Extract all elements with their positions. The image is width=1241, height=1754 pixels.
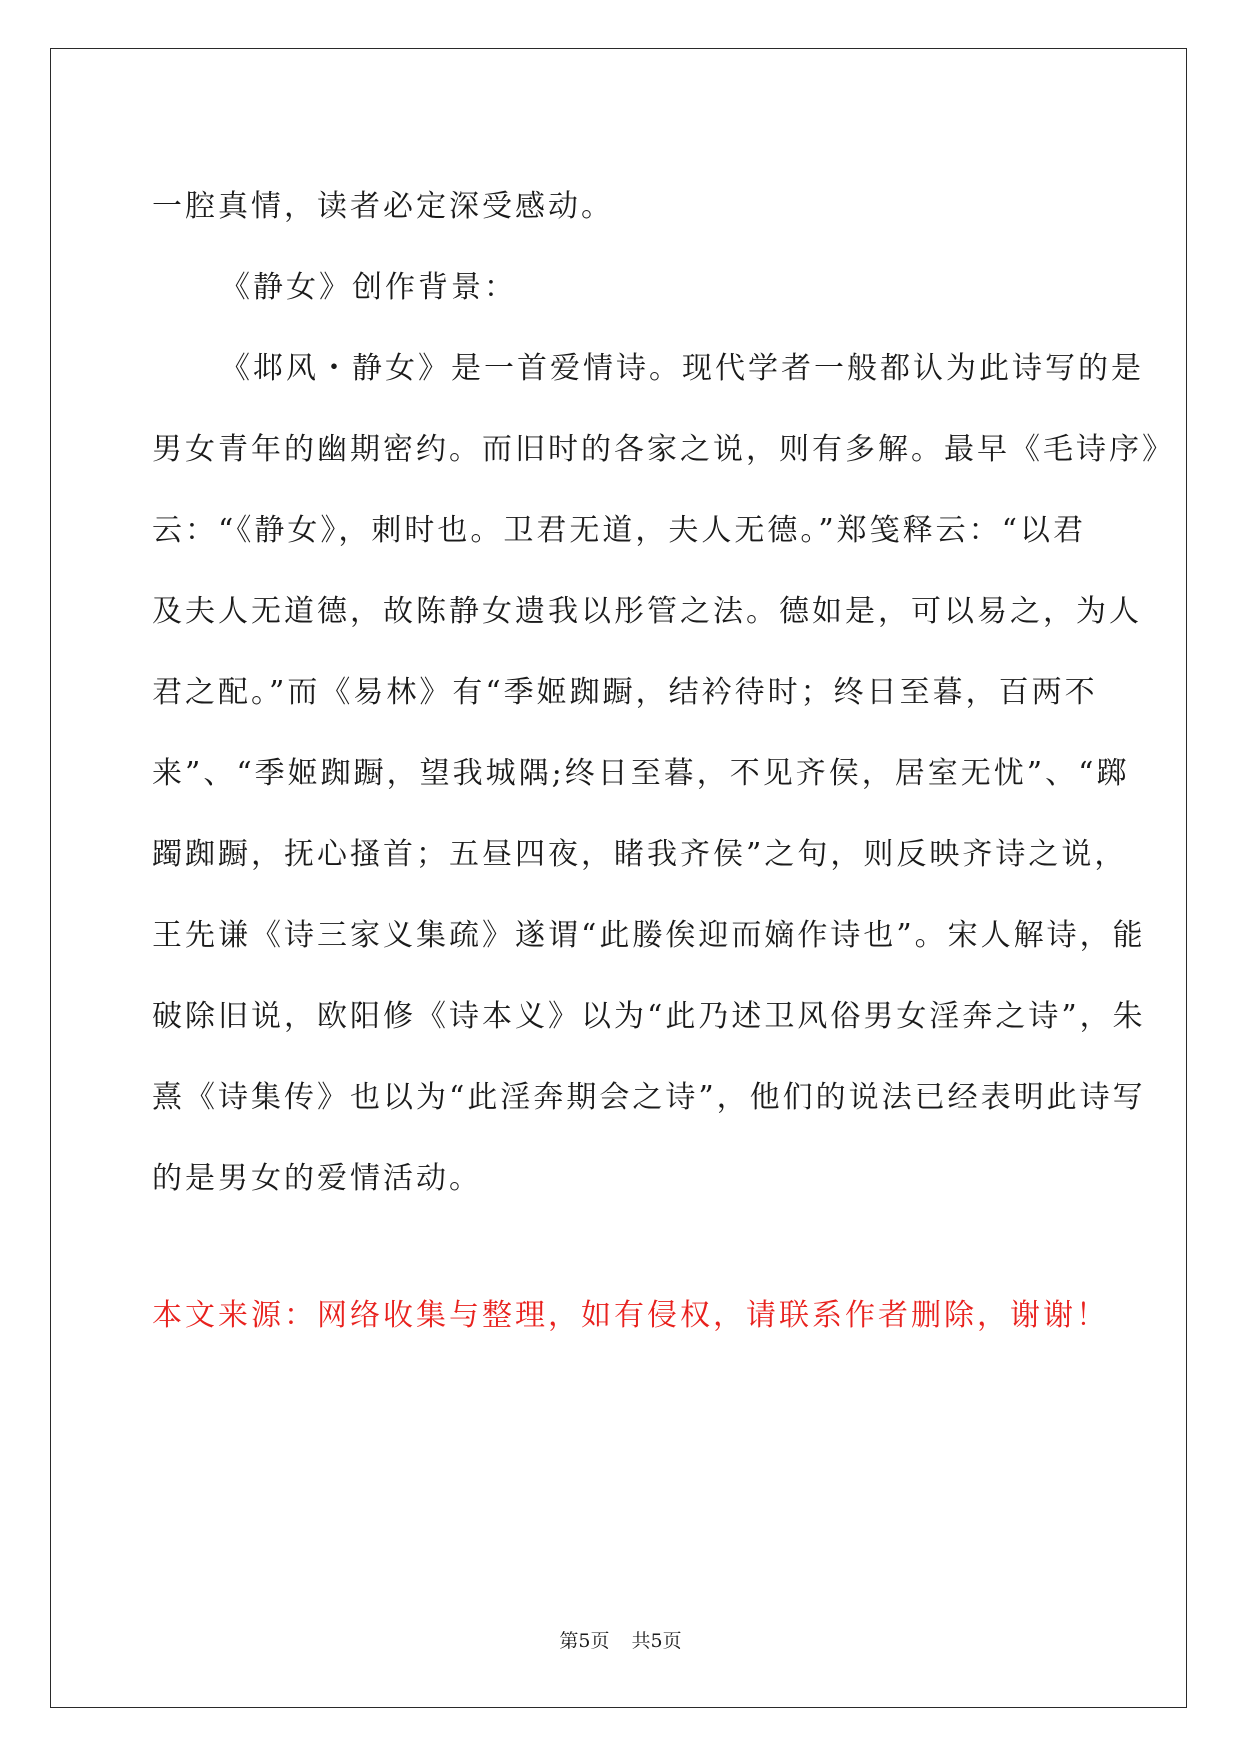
body-line: 破除旧说，欧阳修《诗本义》以为“此乃述卫风俗男女淫奔之诗”，朱 xyxy=(152,999,1146,1034)
body-line: 男女青年的幽期密约。而旧时的各家之说，则有多解。最早《毛诗序》 xyxy=(152,432,1175,467)
body-line: 一腔真情，读者必定深受感动。 xyxy=(152,189,614,224)
document-body xyxy=(152,166,1175,1219)
page-total: 共5页 xyxy=(631,1630,682,1652)
body-line: 《邶风・静女》是一首爱情诗。现代学者一般都认为此诗写的是 xyxy=(220,351,1144,386)
body-line: 来”、“季姬踟蹰，望我城隅;终日至暮，不见齐侯，居室无忧”、“踯 xyxy=(152,756,1130,791)
page-footer xyxy=(0,1626,1241,1653)
body-line: 云：“《静女》，刺时也。卫君无道，夫人无德。”郑笺释云：“以君 xyxy=(152,513,1087,548)
page-number: 第5页 xyxy=(559,1630,610,1652)
section-heading: 《静女》创作背景： xyxy=(220,270,517,305)
body-line: 躅踟蹰，抚心搔首；五昼四夜，睹我齐侯”之句，则反映齐诗之说， xyxy=(152,837,1128,872)
body-line: 王先谦《诗三家义集疏》遂谓“此媵俟迎而嫡作诗也”。宋人解诗，能 xyxy=(152,918,1146,953)
body-line: 及夫人无道德，故陈静女遗我以彤管之法。德如是，可以易之，为人 xyxy=(152,594,1142,629)
body-line: 的是男女的爱情活动。 xyxy=(152,1161,482,1196)
body-line: 熹《诗集传》也以为“此淫奔期会之诗”，他们的说法已经表明此诗写 xyxy=(152,1080,1146,1115)
source-disclaimer: 本文来源：网络收集与整理，如有侵权，请联系作者删除，谢谢！ xyxy=(152,1298,1109,1333)
body-line: 君之配。”而《易林》有“季姬踟蹰，结衿待时；终日至暮，百两不 xyxy=(152,675,1098,710)
